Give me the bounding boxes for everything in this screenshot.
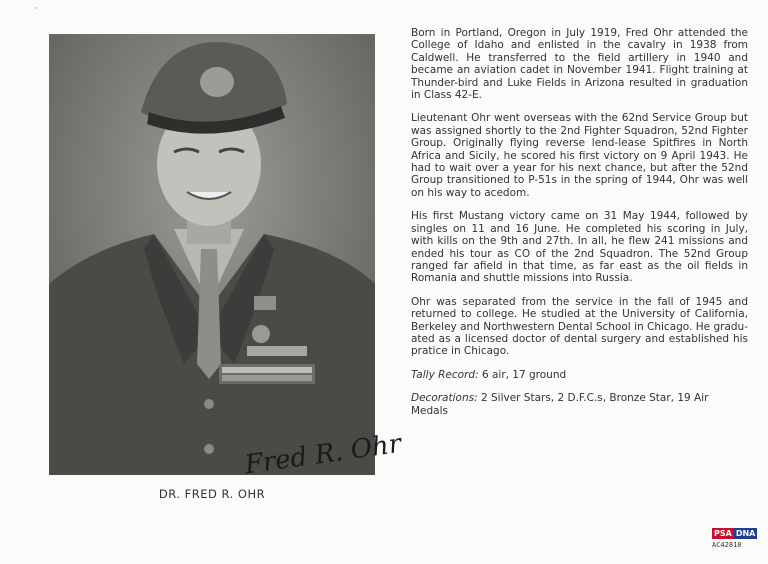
psa-dna-logo [712,528,754,539]
photo-caption: DR. FRED R. OHR [158,487,266,501]
corner-mark: " [34,6,38,15]
bio-paragraph-3: His first Mustang victory came on 31 May 1944, followed by singles on 11 and 16 June. He completed his scoring in July, with kills on the 9th and 27th. In all, he flew 241 missions and ended his tour as CO of the 2nd Squadron. The 52nd Group ranged far afield in that time, as far east as the oil fields in Romania and shuttle missions into Russia. [411,210,748,285]
psa-cert-id: AC42810 [712,541,742,549]
bio-paragraph-2: Lieutenant Ohr went overseas with the 62nd Service Group but was assigned shortly to the 2nd Fighter Squadron, 52nd Fighter Group. Originally flying reverse lend-lease Spitfires in North Africa and Sicily, he scored his first victory on 9 April 1943. He had to wait over a year for his next chance, but after the 52nd Group transitioned to P-51s in the spring of 1944, Ohr was well on his way to acedom. [411,112,748,199]
decorations [411,392,748,417]
decorations-label: Decorations: [411,392,478,405]
tally-record [411,369,748,381]
biography-text [411,27,748,428]
decorations-value: 2 Silver Stars, 2 D.F.C.s, Bronze Star, 19 Air Medals [411,392,709,417]
portrait-photo [49,34,404,481]
psa-logo-text: PSA [714,529,732,538]
psa-dna-sticker [712,528,754,549]
tally-value: 6 air, 17 ground [478,368,567,381]
dna-logo-text: DNA [735,529,756,538]
tally-label: Tally Record: [411,368,479,381]
signature: Fred R. Ohr [243,428,404,481]
bio-paragraph-1: Born in Portland, Oregon in July 1919, Fred Ohr attended the College of Idaho and enlisted in the cavalry in 1938 from Caldwell. He transferred to the field artillery in 1940 and became an aviation cadet in November 1941. Flight training at Thunder-bird and Luke Fields in Arizona resulted in graduation in Class 42-E. [411,27,748,102]
bio-paragraph-4: Ohr was separated from the service in the fall of 1945 and returned to college. He studied at the University of California, Berkeley and Northwestern Dental School in Chicago. He gradu-ated as a licensed doctor of dental surgery and established his pratice in Chicago. [411,295,748,358]
